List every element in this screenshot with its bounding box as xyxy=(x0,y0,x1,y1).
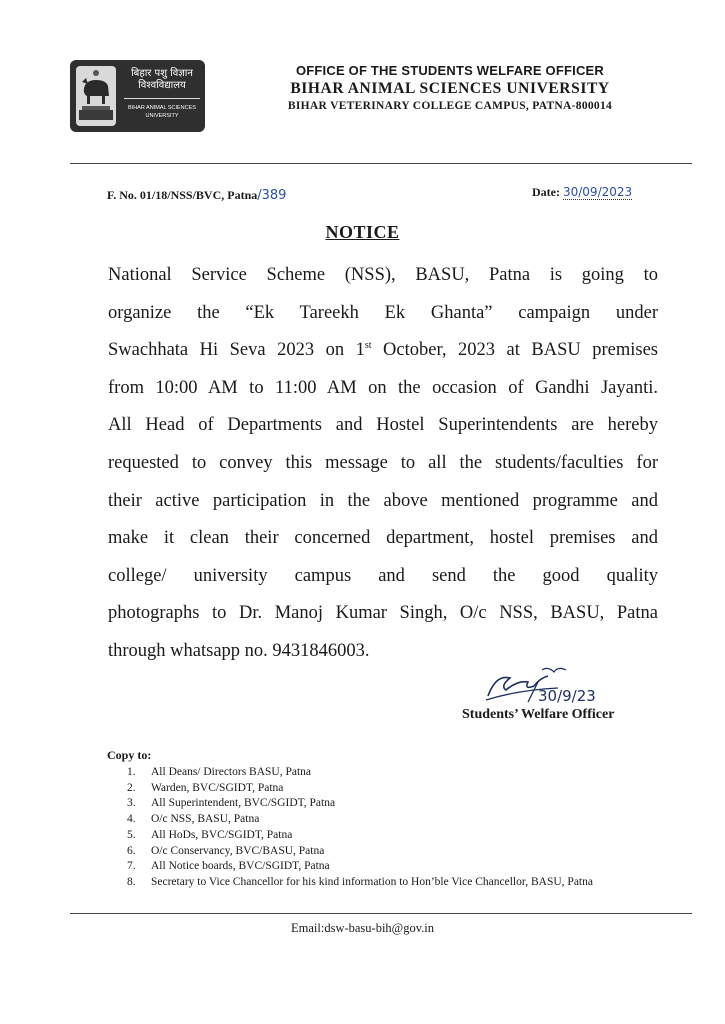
list-item xyxy=(127,828,672,844)
list-text: All Deans/ Directors BASU, Patna xyxy=(151,766,312,778)
body-line: requested to convey this message to all the students/faculties for xyxy=(108,452,658,473)
file-number-handwritten: /389 xyxy=(257,188,287,203)
body-line: their active participation in the above mentioned programme and xyxy=(108,490,658,511)
contact-email: Email:dsw-basu-bih@gov.in xyxy=(291,921,434,935)
list-item xyxy=(127,875,672,891)
list-text: All Superintendent, BVC/SGIDT, Patna xyxy=(151,797,336,810)
body-line: Swachhata Hi Seva 2023 on 1st October, 2023 at BASU premises xyxy=(108,340,658,361)
list-text: Warden, BVC/SGIDT, Patna xyxy=(151,781,284,794)
logo-hindi-line: विश्वविद्यालय xyxy=(138,80,186,91)
body-line: All Head of Departments and Hostel Superintendents are hereby xyxy=(108,415,658,436)
letterhead xyxy=(260,63,640,112)
list-item xyxy=(127,781,672,797)
list-number: 6. xyxy=(127,844,136,857)
copy-to-label: Copy to: xyxy=(107,748,152,762)
notice-title: NOTICE xyxy=(325,222,400,242)
list-number: 3. xyxy=(127,797,136,810)
body-line: from 10:00 AM to 11:00 AM on the occasion of Gandhi Jayanti. xyxy=(108,377,658,398)
university-logo xyxy=(70,60,205,132)
signature-handwritten-date: 30/9/23 xyxy=(538,687,596,705)
list-text: All Notice boards, BVC/SGIDT, Patna xyxy=(151,860,330,873)
university-name: BIHAR ANIMAL SCIENCES UNIVERSITY xyxy=(290,80,610,97)
list-item xyxy=(127,765,672,781)
list-text: All HoDs, BVC/SGIDT, Patna xyxy=(151,828,293,841)
signatory-title: Students’ Welfare Officer xyxy=(462,707,615,722)
list-number: 8. xyxy=(127,875,136,888)
list-item xyxy=(127,844,672,860)
logo-english-line: BIHAR ANIMAL SCIENCES xyxy=(128,105,196,111)
list-item xyxy=(127,812,672,828)
signature xyxy=(478,660,638,712)
list-number: 4. xyxy=(127,813,136,826)
logo-divider xyxy=(124,98,200,99)
date-handwritten: 30/09/2023 xyxy=(562,185,633,199)
list-text: Secretary to Vice Chancellor for his kind information to Hon’ble Vice Chancellor, BASU, Patna xyxy=(151,875,593,888)
logo-hindi-name xyxy=(122,68,202,92)
list-number: 2. xyxy=(127,781,136,794)
copy-to-list xyxy=(127,765,672,891)
list-text: O/c NSS, BASU, Patna xyxy=(151,813,260,826)
notice-date xyxy=(532,185,632,200)
list-text: O/c Conservancy, BVC/BASU, Patna xyxy=(151,844,325,857)
office-name: OFFICE OF THE STUDENTS WELFARE OFFICER xyxy=(295,63,605,78)
list-number: 5. xyxy=(127,828,136,841)
campus-address: BIHAR VETERINARY COLLEGE CAMPUS, PATNA-800014 xyxy=(287,100,613,112)
logo-english-name xyxy=(120,104,204,120)
list-item xyxy=(127,796,672,812)
list-number: 7. xyxy=(127,860,136,873)
header-divider xyxy=(70,163,692,164)
cow-emblem-icon xyxy=(76,66,116,126)
notice-body xyxy=(108,257,658,671)
date-label: Date: xyxy=(532,185,560,199)
body-line: make it clean their concerned department, hostel premises and xyxy=(108,528,658,549)
logo-english-line: UNIVERSITY xyxy=(145,113,179,119)
file-number-label: F. No. 01/18/NSS/BVC, Patna xyxy=(107,188,258,202)
list-item xyxy=(127,859,672,875)
file-number xyxy=(107,188,286,203)
body-line: through whatsapp no. 9431846003. xyxy=(108,640,370,661)
body-line: college/ university campus and send the good quality xyxy=(108,565,658,586)
body-line: photographs to Dr. Manoj Kumar Singh, O/c NSS, BASU, Patna xyxy=(108,603,658,624)
list-number: 1. xyxy=(127,766,136,778)
body-line: National Service Scheme (NSS), BASU, Patna is going to xyxy=(108,265,658,285)
footer-divider xyxy=(70,913,692,914)
body-line: organize the “Ek Tareekh Ek Ghanta” campaign under xyxy=(108,302,658,323)
logo-hindi-line: बिहार पशु विज्ञान xyxy=(131,68,193,79)
